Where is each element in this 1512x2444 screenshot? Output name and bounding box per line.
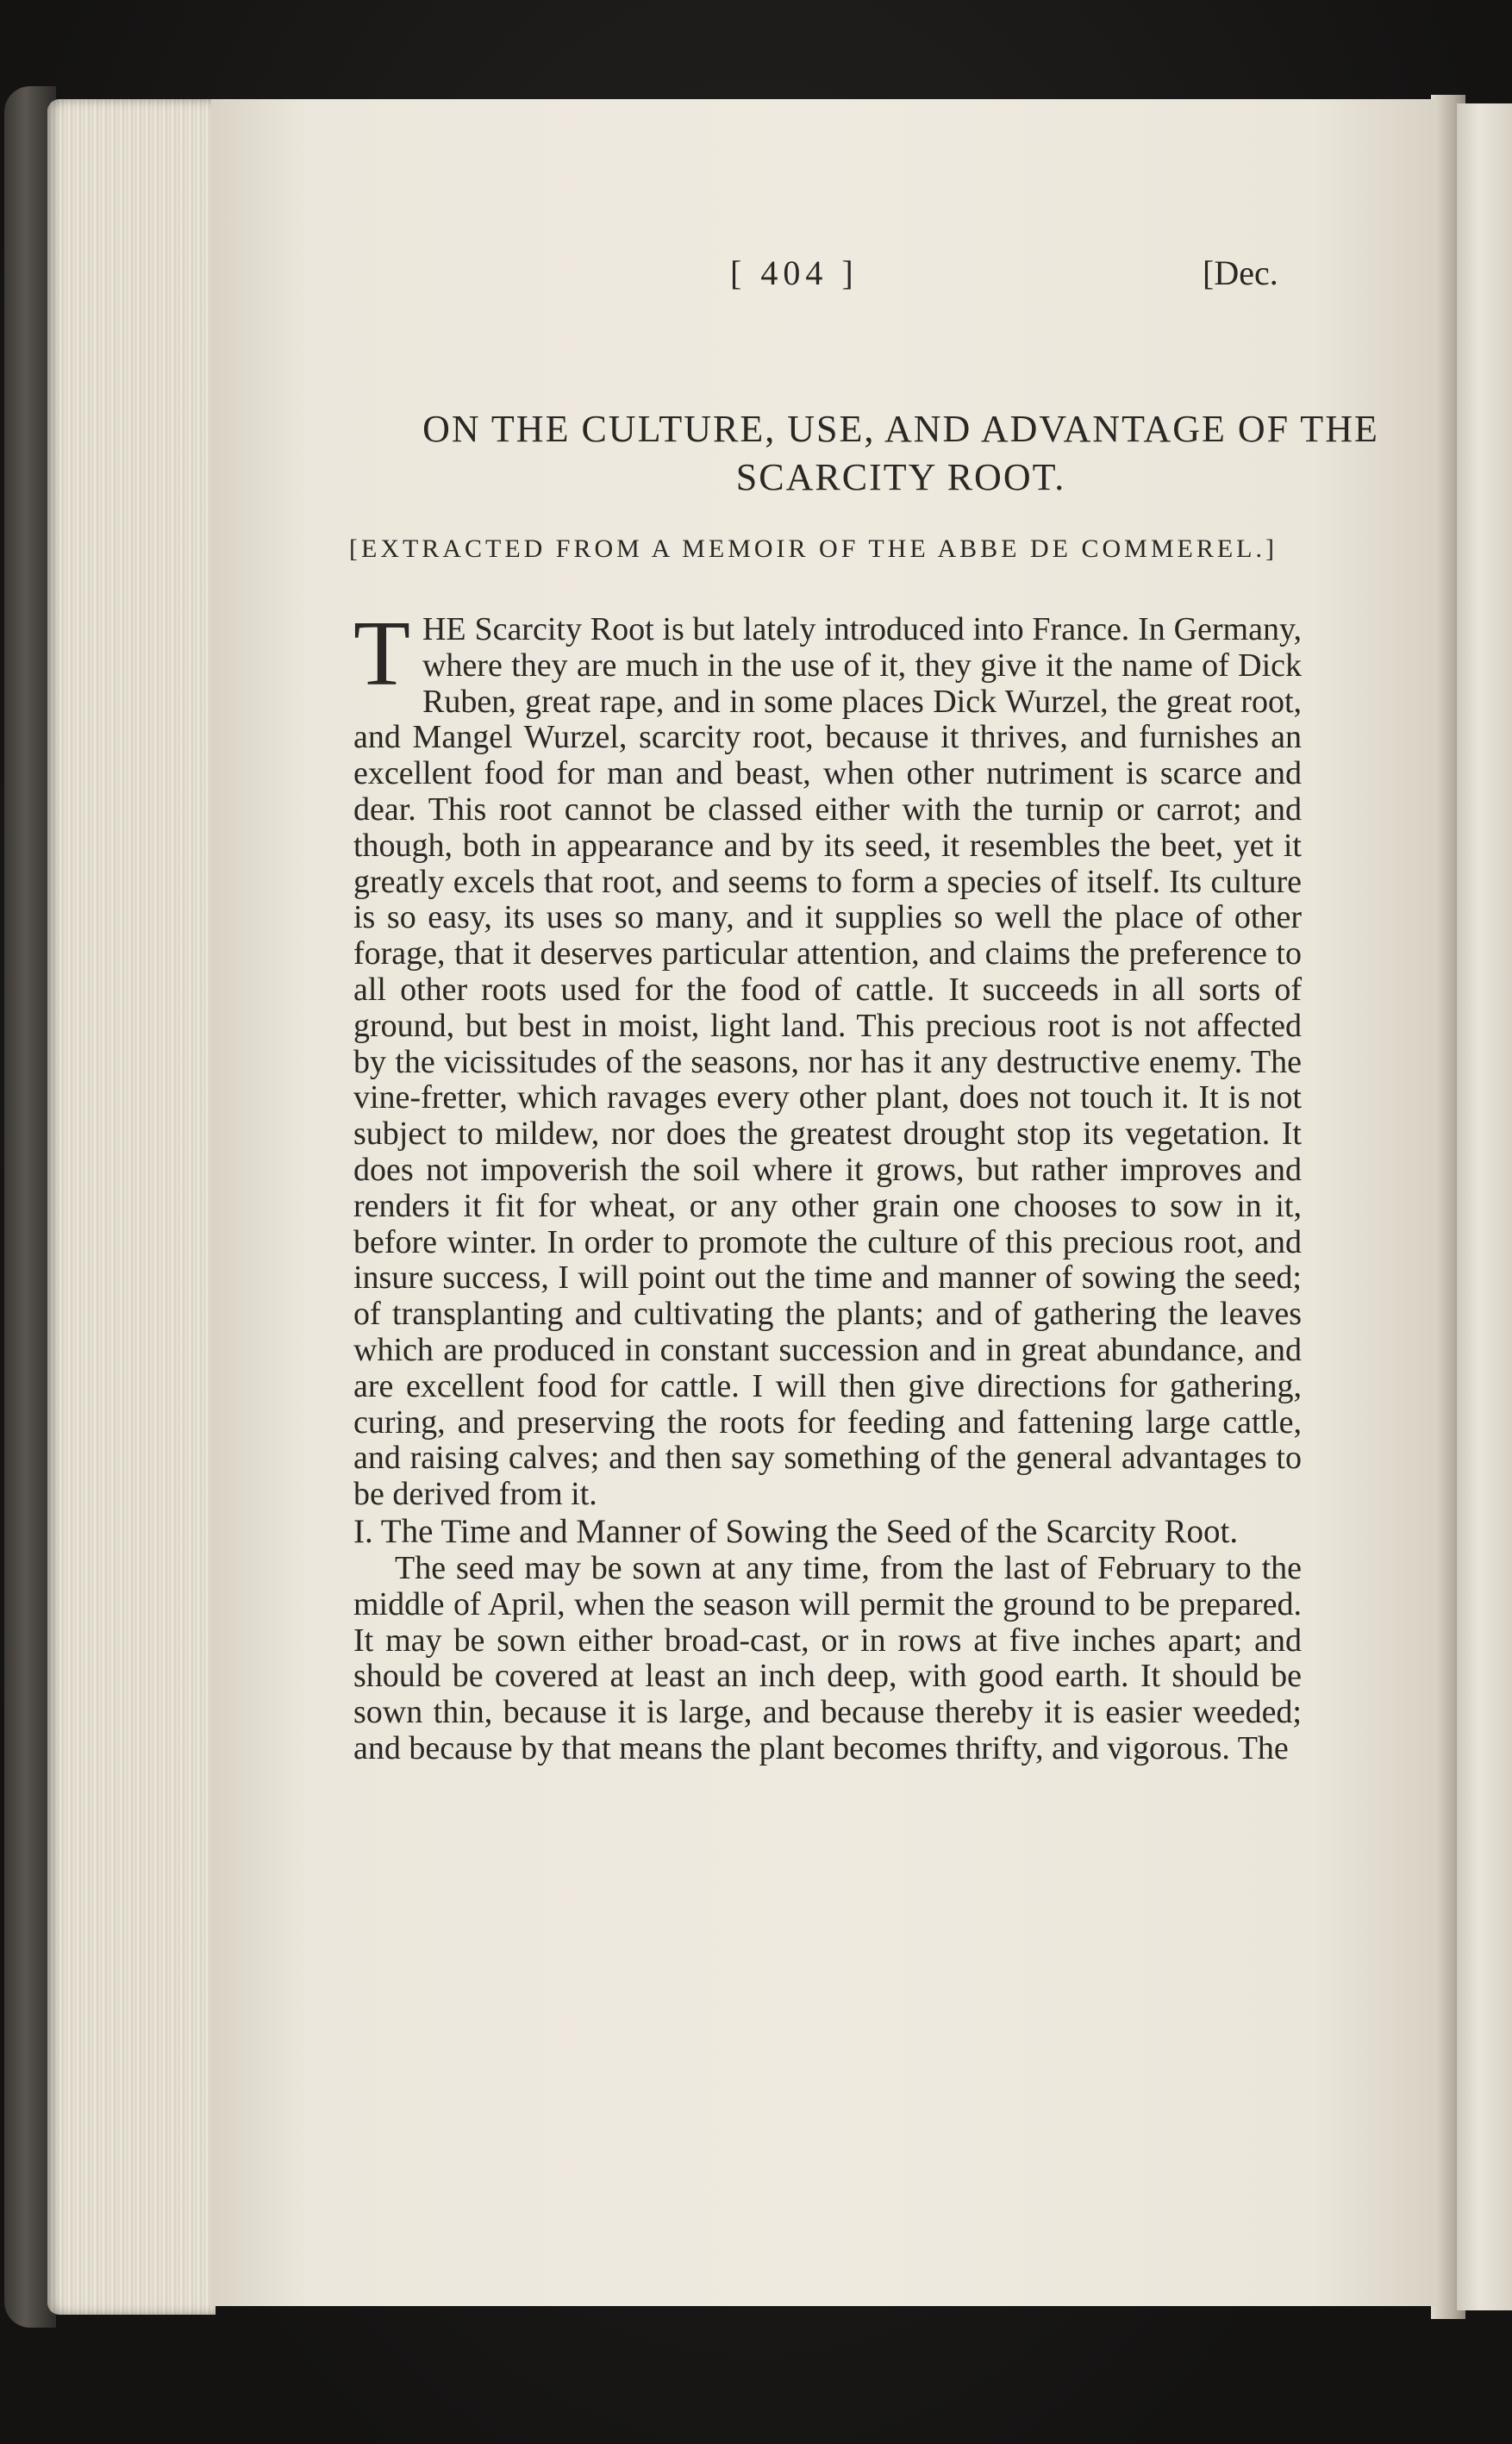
running-head — [211, 253, 1435, 304]
paragraph-text: HE Scarcity Root is but lately introduced into France. In Germany, where they are much in the use of it, they give it the name of Dick Ruben, great rape, and in some places Dick Wurzel, the great root, and Mangel Wurzel, scarcity root, because it thrives, and furnishes an excellent food for man and beast, when other nutriment is scarce and dear. This root cannot be classed either with the turnip or carrot; and though, both in appearance and by its seed, it resembles the beet, yet it greatly excels that root, and seems to form a species of itself. Its culture is so easy, its uses so many, and it supplies so well the place of other forage, that it deserves particular attention, and claims the preference to all other roots used for the food of cattle. It succeeds in all sorts of ground, but best in moist, light land. This precious root is not affected by the vicissitudes of the seasons, nor has it any destructive enemy. The vine-fretter, which ravages every other plant, does not touch it. It is not subject to mildew, nor does the greatest drought stop its vegetation. It does not impoverish the soil where it grows, but rather improves and renders it fit for wheat, or any other grain one chooses to sow in it, before winter. In order to promote the culture of this precious root, and insure success, I will point out the time and manner of sowing the seed; of transplanting and cultivating the plants; and of gathering the leaves which are produced in constant succession and in great abundance, and are excellent food for cattle. I will then give directions for gathering, curing, and preserving the roots for feeding and fattening large cattle, and raising calves; and then say something of the general advantages to be derived from it. — [353, 611, 1302, 1513]
facing-page-edge — [1457, 103, 1512, 2310]
book-page — [211, 99, 1435, 2306]
article-subtitle: [EXTRACTED FROM A MEMOIR OF THE ABBE DE COMMEREL.] — [349, 534, 1278, 563]
running-head-month: [Dec. — [1203, 253, 1278, 292]
paragraph — [353, 603, 1302, 1513]
page-number: [ 404 ] — [730, 253, 859, 292]
page-edges — [47, 99, 216, 2315]
article-body — [353, 603, 1302, 1767]
article-title: ON THE CULTURE, USE, AND ADVANTAGE OF THE SCARCITY ROOT. — [422, 408, 1379, 498]
drop-cap: T — [353, 603, 410, 705]
paragraph: The seed may be sown at any time, from the last of February to the middle of April, when the season will permit the ground to be prepared. It may be sown either broad-cast, or in rows at five inches apart; and should be covered at least an inch deep, with good earth. It should be sown thin, because it is large, and because thereby it is easier weeded; and because by that means the plant becomes thrifty, and vigorous. The — [353, 1549, 1302, 1766]
section-heading: I. The Time and Manner of Sowing the Seed of the Scarcity Root. — [353, 1512, 1239, 1550]
